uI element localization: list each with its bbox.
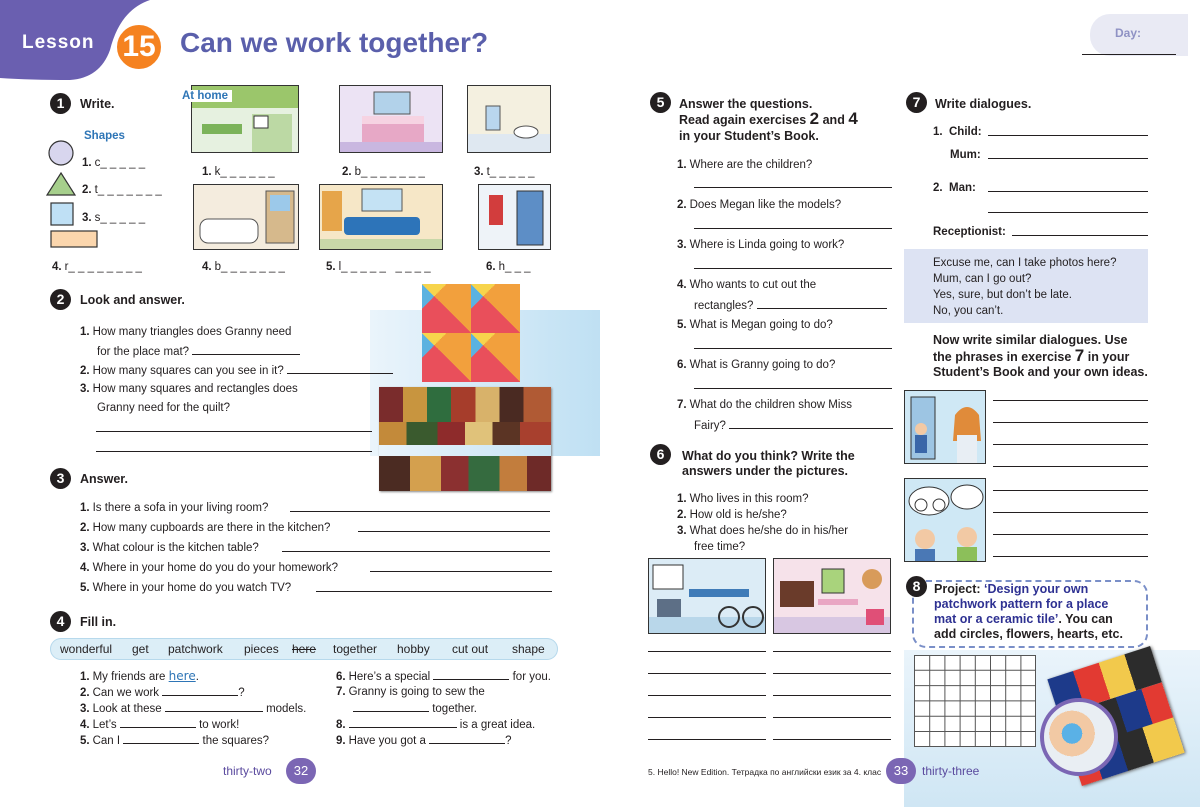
ex6-left-line-1[interactable] [648, 651, 766, 652]
ex3-q3-answer[interactable] [282, 551, 550, 552]
ex4-item-7-blank[interactable] [353, 700, 429, 712]
word-bank [50, 638, 558, 660]
ex5-q1: 1. Where are the children? [677, 159, 813, 171]
page-number-left: 32 [286, 758, 316, 784]
ex6-right-line-1[interactable] [773, 651, 891, 652]
ex4-item-6-blank[interactable] [433, 668, 509, 680]
ex4-example-answer: here [168, 669, 196, 683]
ex2-q1b: for the place mat? [97, 343, 300, 360]
ex8-line-3: mat or a ceramic tile’. You can [934, 612, 1113, 626]
ex3-q1: 1. Is there a sofa in your living room? [80, 502, 269, 514]
ex6-left-line-5[interactable] [648, 739, 766, 740]
shape-item-2: 2. t_ _ _ _ _ _ _ [82, 184, 162, 196]
ex5-q5-answer[interactable] [694, 348, 892, 349]
shapes-label: Shapes [84, 130, 125, 142]
imprint-text: 5. Hello! New Edition. Тетрадка по английски език за 4. клас [648, 767, 882, 777]
page-word-left: thirty-two [223, 764, 272, 778]
phrase-2: Mum, can I go out? [933, 273, 1032, 285]
ex7-child-line[interactable] [988, 135, 1148, 136]
door-scene-picture [904, 390, 986, 464]
home-item-1: 1. k_ _ _ _ _ _ [202, 166, 275, 178]
ex5-q4-answer[interactable] [757, 297, 887, 309]
design-grid[interactable] [914, 655, 1036, 747]
word-pieces: pieces [244, 642, 279, 656]
girl-room-picture [773, 558, 891, 634]
day-label: Day: [1115, 26, 1142, 40]
ex4-item-6: 6. Here’s a special for you. [336, 668, 551, 685]
phrase-4: No, you can’t. [933, 305, 1004, 317]
ex4-item-2: 2. Can we work ? [80, 684, 245, 701]
ex6-left-line-4[interactable] [648, 717, 766, 718]
ex2-q1: 1. How many triangles does Granny need [80, 326, 292, 338]
ex1-title: Write. [80, 97, 115, 111]
ex5-title-c: in your Student’s Book. [679, 129, 819, 143]
bedroom-picture [339, 85, 443, 153]
word-hobby: hobby [397, 642, 430, 656]
lesson-number: 15 [114, 22, 164, 72]
ex2-title: Look and answer. [80, 293, 185, 307]
ex7-dialogue-line-1[interactable] [993, 400, 1148, 401]
ex7-dialogue-line-8[interactable] [993, 556, 1148, 557]
toilet-picture [467, 85, 551, 153]
shape-item-3: 3. s_ _ _ _ _ [82, 212, 146, 224]
ex5-title-a: Answer the questions. [679, 97, 813, 111]
ex5-q7: 7. What do the children show Miss [677, 399, 852, 411]
ex7-receptionist-label: Receptionist: [933, 226, 1006, 238]
ex7-dialogue-line-5[interactable] [993, 490, 1148, 491]
ex6-right-line-3[interactable] [773, 695, 891, 696]
ex7-mum-line[interactable] [988, 158, 1148, 159]
shape-item-4: 4. r_ _ _ _ _ _ _ _ [52, 261, 142, 273]
quilt-picture [379, 387, 551, 491]
page-title: Can we work together? [180, 27, 489, 58]
ex5-q6-answer[interactable] [694, 388, 892, 389]
ex8-line-1: Project: ‘Design your own [934, 582, 1089, 596]
ex2-q3: 3. How many squares and rectangles does [80, 383, 298, 395]
phrase-1: Excuse me, can I take photos here? [933, 257, 1117, 269]
ex4-item-9: 9. Have you got a ? [336, 732, 512, 749]
home-item-5: 5. l_ _ _ _ _ _ _ _ _ [326, 261, 431, 273]
ex8-line-2: patchwork pattern for a place [934, 597, 1109, 611]
ex6-right-line-5[interactable] [773, 739, 891, 740]
ex2-q1-answer[interactable] [192, 343, 300, 355]
ex5-q3: 3. Where is Linda going to work? [677, 239, 845, 251]
ex8-line-4: add circles, flowers, hearts, etc. [934, 627, 1123, 641]
ex4-title: Fill in. [80, 615, 117, 629]
ex2-number: 2 [50, 289, 71, 310]
word-together: together [333, 642, 378, 656]
ex6-left-line-2[interactable] [648, 673, 766, 674]
ex5-q7b: Fairy? [694, 417, 893, 434]
bathroom-picture [193, 184, 299, 250]
ex3-q2: 2. How many cupboards are there in the kitchen? [80, 522, 331, 534]
ex1-number: 1 [50, 93, 71, 114]
ex4-item-7b: together. [353, 700, 477, 717]
ex7-title: Write dialogues. [935, 97, 1032, 111]
ex3-q4-answer[interactable] [370, 571, 552, 572]
ex5-q4: 4. Who wants to cut out the [677, 279, 817, 291]
lesson-label: Lesson [22, 32, 95, 53]
ex2-q2-answer[interactable] [287, 362, 393, 374]
ex7-dialogue-line-2[interactable] [993, 422, 1148, 423]
ex3-q4: 4. Where in your home do you do your homework? [80, 562, 339, 574]
word-wonderful: wonderful [60, 642, 113, 656]
ex5-title-b: Read again exercises 2 and 4 [679, 109, 858, 128]
word-here: here [292, 642, 317, 656]
ex4-item-9-blank[interactable] [429, 732, 505, 744]
ex6-right-line-2[interactable] [773, 673, 891, 674]
ex2-q2: 2. How many squares can you see in it? [80, 362, 393, 379]
bike-scene-picture [904, 478, 986, 562]
ex7-now-a: Now write similar dialogues. Use [933, 333, 1128, 347]
ex7-man-line-2[interactable] [988, 212, 1148, 213]
ex4-item-3: 3. Look at these models. [80, 700, 306, 717]
ex6-q3: 3. What does he/she do in his/her [677, 525, 849, 537]
living-room-picture [319, 184, 443, 250]
ex6-title-a: What do you think? Write the [682, 449, 855, 463]
ex7-mum-label: Mum: [950, 149, 981, 161]
ex6-left-line-3[interactable] [648, 695, 766, 696]
ex6-q3b: free time? [694, 541, 746, 553]
ex5-q1-answer[interactable] [694, 187, 892, 188]
ex3-q3: 3. What colour is the kitchen table? [80, 542, 259, 554]
home-item-3: 3. t_ _ _ _ _ [474, 166, 535, 178]
ex2-answer-line-1[interactable] [96, 431, 372, 432]
home-item-2: 2. b_ _ _ _ _ _ _ [342, 166, 425, 178]
ex5-q5: 5. What is Megan going to do? [677, 319, 833, 331]
ex4-number: 4 [50, 611, 71, 632]
ex4-item-8-blank[interactable] [349, 716, 457, 728]
ex6-q2: 2. How old is he/she? [677, 509, 787, 521]
ex3-q5: 5. Where in your home do you watch TV? [80, 582, 292, 594]
ex4-item-3-blank[interactable] [165, 700, 263, 712]
hands-circle-picture [1040, 698, 1118, 776]
ex3-q2-answer[interactable] [358, 531, 550, 532]
ex4-item-4-blank[interactable] [120, 716, 196, 728]
ex7-dialogue-line-3[interactable] [993, 444, 1148, 445]
ex6-title-b: answers under the pictures. [682, 464, 849, 478]
ex5-q4b: rectangles? [694, 297, 887, 314]
page-number-right: 33 [886, 758, 916, 784]
ex7-now-b: the phrases in exercise 7 in your [933, 346, 1130, 365]
triangle-shape-icon [46, 172, 76, 196]
ex4-item-5: 5. Can I the squares? [80, 732, 269, 749]
circle-shape-icon [48, 140, 74, 166]
ex3-number: 3 [50, 468, 71, 489]
word-shape: shape [512, 642, 545, 656]
word-patchwork: patchwork [168, 642, 223, 656]
ex3-title: Answer. [80, 472, 128, 486]
ex7-now-d: Student’s Book and your own ideas. [933, 365, 1148, 379]
phrase-3: Yes, sure, but don’t be late. [933, 289, 1072, 301]
ex6-number: 6 [650, 444, 671, 465]
rectangle-shape-icon [50, 230, 98, 248]
ex2-answer-line-2[interactable] [96, 451, 372, 452]
at-home-label: At home [178, 90, 232, 102]
ex7-man-label: 2. Man: [933, 182, 976, 194]
ex3-q5-answer[interactable] [316, 591, 552, 592]
ex5-q6: 6. What is Granny going to do? [677, 359, 836, 371]
ex5-q2-answer[interactable] [694, 228, 892, 229]
page-word-right: thirty-three [922, 764, 980, 778]
word-cut-out: cut out [452, 642, 489, 656]
boy-room-picture [648, 558, 766, 634]
ex5-number: 5 [650, 92, 671, 113]
ex5-q2: 2. Does Megan like the models? [677, 199, 842, 211]
ex8-number: 8 [906, 576, 927, 597]
day-line[interactable] [1082, 54, 1176, 55]
word-get: get [132, 642, 149, 656]
ex7-dialogue-line-6[interactable] [993, 512, 1148, 513]
ex7-man-line-1[interactable] [988, 191, 1148, 192]
ex2-q3b: Granny need for the quilt? [97, 402, 230, 414]
ex4-item-1: 1. My friends are here. [80, 669, 199, 683]
place-mat-picture [422, 284, 520, 382]
ex7-dialogue-line-7[interactable] [993, 534, 1148, 535]
ex3-q1-answer[interactable] [290, 511, 550, 512]
ex7-number: 7 [906, 92, 927, 113]
ex4-item-2-blank[interactable] [162, 684, 238, 696]
home-item-4: 4. b_ _ _ _ _ _ _ [202, 261, 285, 273]
ex4-item-8: 8. is a great idea. [336, 716, 535, 733]
ex4-item-5-blank[interactable] [123, 732, 199, 744]
square-shape-icon [50, 202, 74, 226]
ex6-right-line-4[interactable] [773, 717, 891, 718]
ex7-child-label: 1. Child: [933, 126, 982, 138]
ex7-dialogue-line-4[interactable] [993, 466, 1148, 467]
shape-item-1: 1. c_ _ _ _ _ [82, 157, 146, 169]
ex4-item-7: 7. Granny is going to sew the [336, 686, 485, 698]
ex4-item-4: 4. Let’s to work! [80, 716, 239, 733]
hall-picture [478, 184, 551, 250]
ex5-q3-answer[interactable] [694, 268, 892, 269]
ex6-q1: 1. Who lives in this room? [677, 493, 809, 505]
home-item-6: 6. h_ _ _ [486, 261, 531, 273]
ex5-q7-answer[interactable] [729, 417, 893, 429]
ex7-receptionist-line[interactable] [1012, 235, 1148, 236]
